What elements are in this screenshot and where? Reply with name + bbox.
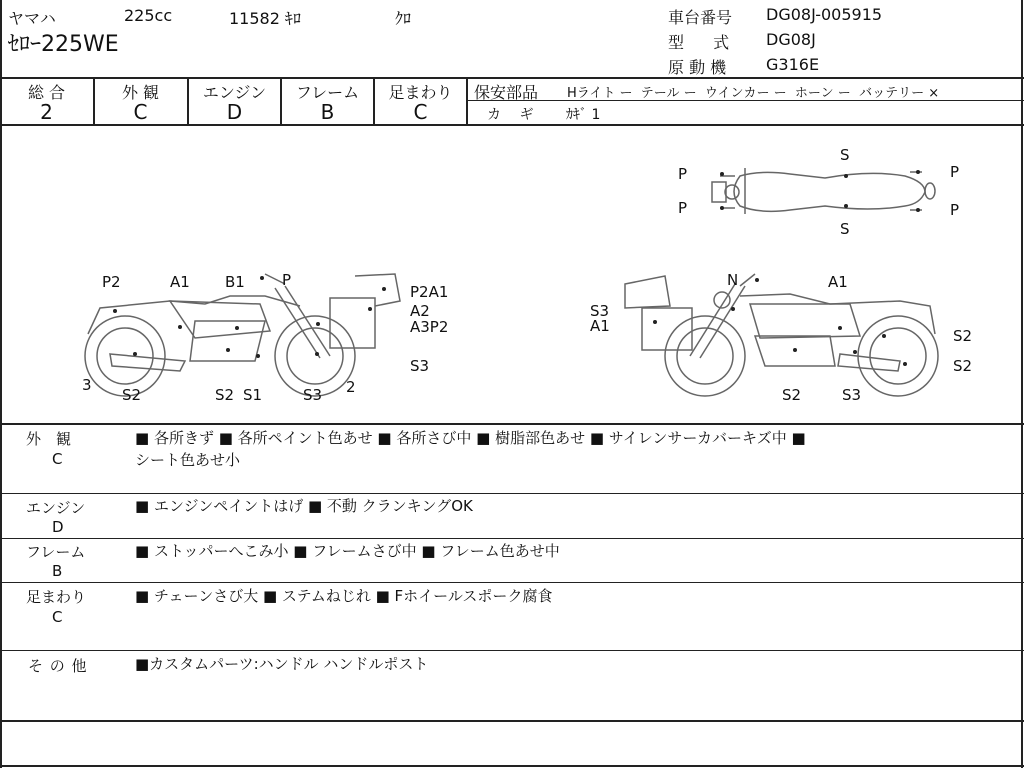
- note-label-engine: エンジン: [26, 499, 86, 517]
- left-p: P: [282, 271, 292, 289]
- maker: ヤマハ: [8, 9, 56, 28]
- right-a1: A1: [828, 273, 848, 291]
- right-n: N: [727, 271, 739, 289]
- top-view-bike: [712, 168, 935, 214]
- note-text-other: ■カスタムパーツ:ハンドル ハンドルポスト: [135, 655, 429, 673]
- note-grade-engine: D: [52, 518, 64, 536]
- top-s2: S: [840, 220, 850, 238]
- note-label-exterior: 外 観: [26, 430, 72, 448]
- grade-value-total: 2: [40, 100, 53, 124]
- top-p2: P: [678, 199, 688, 217]
- left-p2: P2: [102, 273, 121, 291]
- right-s2r1: S2: [953, 327, 973, 345]
- key-label: カ ギ: [487, 107, 534, 123]
- notes-line-3: [0, 582, 1024, 583]
- left-b1: B1: [225, 273, 245, 291]
- damage-diagram: [0, 126, 1022, 422]
- left-s2b: S2: [215, 386, 235, 404]
- note-label-suspension: 足まわり: [26, 588, 87, 606]
- frame-no-label: 車台番号: [668, 8, 733, 27]
- grade-label-engine: エンジン: [202, 83, 267, 102]
- top-s1: S: [840, 146, 850, 164]
- right-s3b: S3: [842, 386, 862, 404]
- mileage: 11582 ｷﾛ: [229, 9, 301, 28]
- note-grade-exterior: C: [52, 450, 63, 468]
- right-view-bike: [625, 274, 938, 396]
- grade-label-exterior: 外 観: [121, 83, 160, 102]
- grade-value-engine: D: [226, 100, 243, 124]
- note-label-frame: フレーム: [26, 543, 86, 561]
- left-p2a1: P2A1: [410, 283, 449, 301]
- color: ｸﾛ: [395, 9, 412, 28]
- right-s2: S2: [782, 386, 802, 404]
- model-name: ｾﾛｰ225WE: [8, 32, 119, 57]
- grade-value-exterior: C: [133, 100, 148, 124]
- frame-bottom: [0, 765, 1024, 767]
- grade-value-suspension: C: [413, 100, 428, 124]
- note-text-frame: ■ ストッパーへこみ小 ■ フレームさび中 ■ フレーム色あせ中: [135, 542, 560, 560]
- note-text-exterior-1: ■ 各所きず ■ 各所ペイント色あせ ■ 各所さび中 ■ 樹脂部色あせ ■ サイレンサーカバーキズ中 ■: [135, 429, 806, 447]
- note-label-other: そ の 他: [28, 657, 87, 675]
- top-p4: P: [950, 201, 960, 219]
- grade-label-frame: フレーム: [295, 83, 360, 102]
- top-p1: P: [678, 165, 688, 183]
- left-s1: S1: [243, 386, 263, 404]
- type-label: 型 式: [668, 33, 730, 52]
- left-a2: A2: [410, 302, 430, 320]
- note-text-exterior-2: シート色あせ小: [135, 451, 241, 469]
- note-grade-frame: B: [52, 562, 63, 580]
- left-s3: S3: [303, 386, 323, 404]
- frame-no: DG08J-005915: [766, 5, 883, 24]
- top-p3: P: [950, 163, 960, 181]
- grade-label-suspension: 足まわり: [388, 83, 453, 102]
- note-grade-suspension: C: [52, 608, 63, 626]
- notes-line-1: [0, 493, 1024, 494]
- type-value: DG08J: [766, 30, 816, 49]
- notes-line-2: [0, 538, 1024, 539]
- displacement: 225cc: [124, 6, 173, 25]
- right-s3: S3: [590, 302, 610, 320]
- left-s3r: S3: [410, 357, 430, 375]
- diagram-bottom-line: [0, 423, 1024, 425]
- left-a1: A1: [170, 273, 190, 291]
- right-s2r2: S2: [953, 357, 973, 375]
- notes-line-4: [0, 650, 1024, 651]
- note-text-suspension: ■ チェーンさび大 ■ ステムねじれ ■ Fホイールスポーク腐食: [135, 587, 553, 605]
- left-s2: S2: [122, 386, 142, 404]
- grade-value-frame: B: [320, 100, 335, 124]
- left-n3: 3: [82, 376, 92, 394]
- grade-top-line: [0, 77, 1024, 79]
- right-a1b: A1: [590, 317, 610, 335]
- engine-label: 原 動 機: [668, 58, 727, 77]
- note-text-engine: ■ エンジンペイントはげ ■ 不動 クランキングOK: [135, 497, 473, 515]
- key-value: ｶｷﾞ 1: [566, 107, 601, 123]
- engine-value: G316E: [766, 55, 820, 74]
- safety-items: Hライト ー テール ー ウインカー ー ホーン ー バッテリー ×: [567, 86, 940, 101]
- notes-line-5: [0, 720, 1024, 722]
- left-a3p2: A3P2: [410, 318, 449, 336]
- left-n2: 2: [346, 378, 356, 396]
- grade-label-total: 総 合: [27, 83, 66, 102]
- safety-label: 保安部品: [474, 83, 539, 102]
